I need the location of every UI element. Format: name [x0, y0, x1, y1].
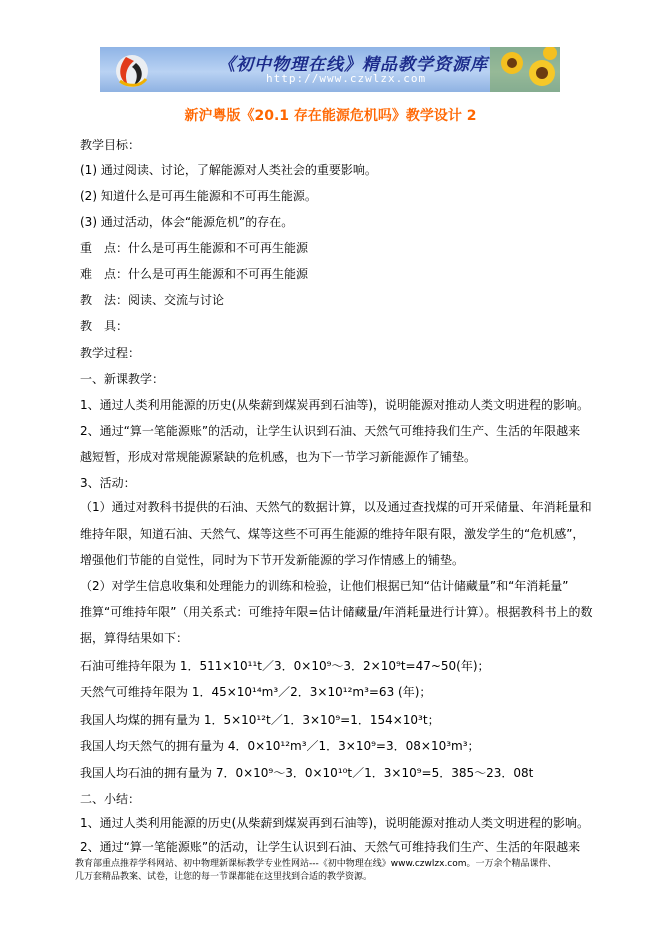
- body-line: 二、小结：: [80, 792, 141, 806]
- body-line: 教学目标：: [80, 138, 141, 152]
- body-line: （2）对学生信息收集和处理能力的训练和检验，让他们根据已知“估计储藏量”和“年消耗量”: [80, 579, 569, 593]
- body-line: 教 法：阅读、交流与讨论: [80, 293, 225, 307]
- body-line: 难 点：什么是可再生能源和不可再生能源: [80, 267, 309, 281]
- body-line: 2、通过“算一笔能源账”的活动，让学生认识到石油、天然气可维持我们生产、生活的年限越来: [80, 424, 581, 438]
- body-line: 3、活动：: [80, 476, 136, 490]
- body-line: (1) 通过阅读、讨论，了解能源对人类社会的重要影响。: [80, 163, 377, 177]
- body-line: 教学过程：: [80, 346, 141, 360]
- body-line: 据，算得结果如下：: [80, 631, 189, 645]
- body-line: 石油可维持年限为 1．511×10¹¹t／3．0×10⁹～3．2×10⁹t=47~50(年)；: [80, 659, 490, 673]
- banner-title: 《初中物理在线》精品教学资源库: [218, 55, 488, 75]
- header-banner: [100, 47, 560, 92]
- body-line: (2) 知道什么是可再生能源和不可再生能源。: [80, 189, 317, 203]
- body-line: 我国人均石油的拥有量为 7．0×10⁹～3．0×10¹⁰t／1．3×10⁹=5．385～23．08t: [80, 766, 534, 780]
- sunflower-icon: [490, 47, 560, 92]
- body-line: 推算“可维持年限”（用关系式：可维持年限=估计储藏量/年消耗量进行计算）。根据教科书上的数: [80, 605, 593, 619]
- banner-url[interactable]: http://www.czwlzx.com: [266, 72, 427, 85]
- body-line: 教 具：: [80, 319, 129, 333]
- body-line: 我国人均煤的拥有量为 1．5×10¹²t／1．3×10⁹=1．154×10³t；: [80, 713, 440, 727]
- body-line: 重 点：什么是可再生能源和不可再生能源: [80, 241, 309, 255]
- body-line: 增强他们节能的自觉性，同时为下节开发新能源的学习作情感上的铺垫。: [80, 553, 465, 567]
- body-line: （1）通过对教科书提供的石油、天然气的数据计算，以及通过查找煤的可开采储量、年消耗量和: [80, 500, 592, 514]
- body-line: 一、新课教学：: [80, 372, 165, 386]
- document-title: 新沪粤版《20.1 存在能源危机吗》教学设计 2: [184, 108, 477, 124]
- body-line: 越短暂，形成对常规能源紧缺的危机感，也为下一节学习新能源作了铺垫。: [80, 450, 477, 464]
- body-line: 1、通过人类利用能源的历史(从柴薪到煤炭再到石油等)，说明能源对推动人类文明进程的影响。: [80, 398, 590, 412]
- body-line: 我国人均天然气的拥有量为 4．0×10¹²m³／1．3×10⁹=3．08×10³m³；: [80, 739, 480, 753]
- body-line: 2、通过“算一笔能源账”的活动，让学生认识到石油、天然气可维持我们生产、生活的年限越来: [80, 840, 581, 854]
- body-line: 1、通过人类利用能源的历史(从柴薪到煤炭再到石油等)，说明能源对推动人类文明进程的影响。: [80, 816, 590, 830]
- footer-line: 教育部重点推荐学科网站、初中物理新课标教学专业性网站---《初中物理在线》www.czwlzx.com。一万余个精品课件、: [75, 859, 557, 869]
- body-line: 维持年限，知道石油、天然气、煤等这些不可再生能源的维持年限有限，激发学生的“危机感”，: [80, 527, 585, 541]
- body-line: (3) 通过活动，体会“能源危机”的存在。: [80, 215, 294, 229]
- body-line: 天然气可维持年限为 1．45×10¹⁴m³／2．3×10¹²m³=63 (年)；: [80, 685, 432, 699]
- logo-icon: [106, 51, 158, 89]
- footer-line: 几万套精品教案、试卷，让您的每一节课都能在这里找到合适的教学资源。: [75, 872, 373, 882]
